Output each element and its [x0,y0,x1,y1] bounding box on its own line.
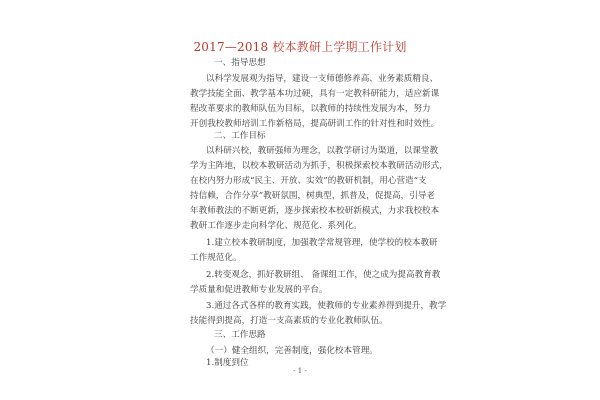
paragraph-line: 以科研兴校，教研强师为理念，以教学研讨为渠道，以课堂教 [206,146,439,156]
paragraph-line: 程改革要求的教师队伍为目标，以教师的持续性发展为本，努力 [190,104,431,114]
goal-item-3-line: 3.通过各式各样的教育实践，使教师的专业素养得到提升，教学 [206,301,447,311]
paragraph-line: 教研工作逐步走向科学化、规范化、系列化。 [190,221,362,231]
section-heading-guiding-ideology: 一、指导思想 [214,58,266,68]
paragraph-line: 持信赖，合作分享”教研氛围，树典型，抓普及，促提高，引导老 [190,191,436,201]
section-heading-work-approach: 三、工作思路 [214,330,266,340]
document-title: 2017—2018 校本教研上学期工作计划 [193,40,407,54]
paragraph-line: （一）健全组织，完善制度，强化校本管理。 [206,346,378,356]
paragraph-line: 教学技能全面、教学基本功过硬，具有一定教科研能力，适应新课 [190,89,440,99]
goal-item-2-line: 2.转变观念，抓好教研组、 备课组工作，使之成为提高教育教 [206,270,441,280]
goal-item-1-line: 工作规范化。 [190,253,242,263]
paragraph-line: 开创我校教师培训工作新格局，提高研训工作的针对性和时效性。 [190,119,440,129]
goal-item-1-line: 1.建立校本教研制度，加强教学常规管理，使学校的校本教研 [206,238,438,248]
paragraph-line: 在校内努力形成“民主、开放、实效”的教研机制，用心营造“支 [190,176,427,186]
paragraph-line: 学为主阵地，以校本教研活动为抓手，积极探索校本教研活动形式， [190,161,448,171]
paragraph-line: 1.制度到位 [206,358,249,368]
paragraph-line: 以科学发展观为指导，建设一支师德修养高、业务素质精良、 [206,74,439,84]
page-number: - 1 - [293,367,307,375]
goal-item-2-line: 学质量和促进教师专业发展的平台。 [190,285,328,295]
goal-item-3-line: 技能得到提高，打造一支高素质的专业化教师队伍。 [190,316,388,326]
paragraph-line: 年教师教法的不断更新，逐步探索校本校研新模式，力求我校校本 [190,206,440,216]
section-heading-work-goals: 二、工作目标 [214,131,266,141]
